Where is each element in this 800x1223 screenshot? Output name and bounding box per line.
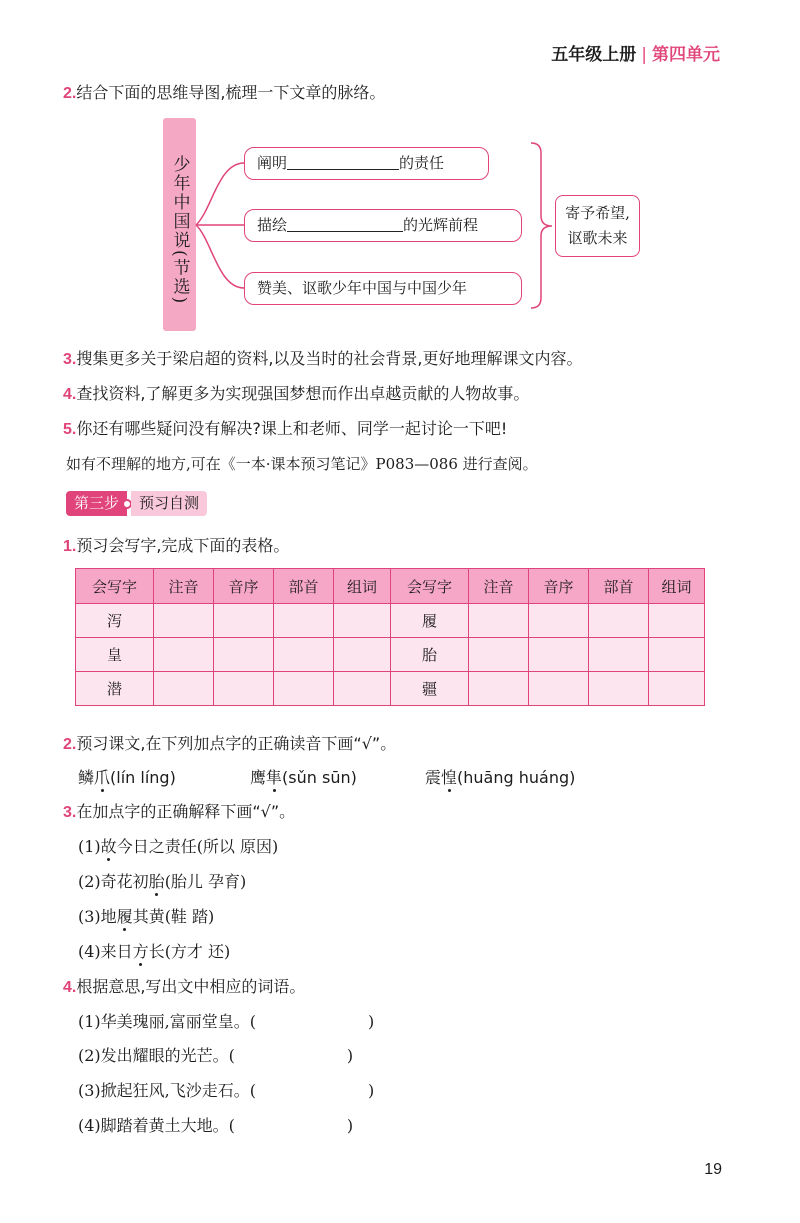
selftest-question-4: 4.根据意思,写出文中相应的词语。 (63, 977, 306, 996)
word-item-1: (1)华美瑰丽,富丽堂皇。( ) (78, 1012, 375, 1031)
selftest-question-2: 2.预习课文,在下列加点字的正确读音下画“√”。 (63, 734, 397, 753)
step-title: 预习自测 (131, 491, 207, 516)
mindmap-title: 少年中国说(节选) (163, 118, 196, 331)
step-label: 第三步 (66, 491, 127, 516)
question-4: 4.查找资料,了解更多为实现强国梦想而作出卓越贡献的人物故事。 (63, 384, 530, 403)
unit-label: 第四单元 (652, 45, 720, 65)
word-item-4: (4)脚踏着黄土大地。( ) (78, 1116, 354, 1135)
meaning-item-2[interactable]: (2)奇花初胎(胎儿 孕育) (78, 872, 247, 891)
answer-cell[interactable] (529, 672, 589, 706)
question-5: 5.你还有哪些疑问没有解决?课上和老师、同学一起讨论一下吧! (63, 419, 508, 438)
reference-note: 如有不理解的地方,可在《一本·课本预习笔记》P083—086 进行查阅。 (66, 455, 538, 473)
mindmap-branch-2: 描绘 的光辉前程 (244, 209, 522, 242)
question-3: 3.搜集更多关于梁启超的资料,以及当时的社会背景,更好地理解课文内容。 (63, 349, 583, 368)
answer-cell[interactable] (154, 638, 214, 672)
answer-cell[interactable] (649, 604, 705, 638)
table-header: 会写字 (391, 569, 469, 604)
selftest-question-3: 3.在加点字的正确解释下画“√”。 (63, 802, 296, 821)
answer-cell[interactable] (649, 638, 705, 672)
answer-blank-1[interactable] (287, 151, 399, 170)
answer-cell[interactable] (214, 638, 274, 672)
mindmap-branch-3: 赞美、讴歌少年中国与中国少年 (244, 272, 522, 305)
character-cell: 疆 (391, 672, 469, 706)
table-header: 组词 (334, 569, 391, 604)
answer-cell[interactable] (214, 672, 274, 706)
character-cell: 履 (391, 604, 469, 638)
table-header: 音序 (214, 569, 274, 604)
answer-cell[interactable] (589, 672, 649, 706)
character-cell: 皇 (76, 638, 154, 672)
word-item-3: (3)掀起狂风,飞沙走石。( ) (78, 1081, 375, 1100)
table-row (76, 672, 705, 706)
answer-cell[interactable] (649, 672, 705, 706)
meaning-item-1[interactable]: (1)故今日之责任(所以 原因) (78, 837, 279, 856)
table-header: 部首 (589, 569, 649, 604)
table-header-row (76, 569, 705, 604)
character-table (75, 568, 705, 706)
meaning-item-3[interactable]: (3)地履其黄(鞋 踏) (78, 907, 215, 926)
character-cell: 胎 (391, 638, 469, 672)
answer-cell[interactable] (214, 604, 274, 638)
mindmap-summary: 寄予希望, 讴歌未来 (555, 195, 640, 257)
pinyin-item-1: 鳞爪(lín líng) (78, 768, 176, 787)
table-header: 注音 (154, 569, 214, 604)
answer-cell[interactable] (154, 672, 214, 706)
answer-cell[interactable] (334, 672, 391, 706)
answer-cell[interactable] (589, 638, 649, 672)
table-header: 会写字 (76, 569, 154, 604)
meaning-item-4[interactable]: (4)来日方长(方才 还) (78, 942, 231, 961)
pinyin-item-2: 鹰隼(sǔn sūn) (250, 768, 357, 787)
selftest-question-1: 1.预习会写字,完成下面的表格。 (63, 536, 290, 555)
header-divider: | (641, 45, 647, 65)
character-cell: 潜 (76, 672, 154, 706)
page-number: 19 (704, 1161, 722, 1178)
answer-cell[interactable] (334, 638, 391, 672)
table-header: 注音 (469, 569, 529, 604)
answer-cell[interactable] (274, 672, 334, 706)
table-row (76, 638, 705, 672)
answer-cell[interactable] (469, 604, 529, 638)
table-header: 组词 (649, 569, 705, 604)
table-header: 部首 (274, 569, 334, 604)
character-cell: 泻 (76, 604, 154, 638)
grade-label: 五年级上册 (551, 45, 637, 65)
answer-cell[interactable] (469, 672, 529, 706)
step-badge (66, 491, 207, 516)
answer-blank-2[interactable] (287, 213, 403, 232)
answer-cell[interactable] (274, 638, 334, 672)
word-item-2: (2)发出耀眼的光芒。( ) (78, 1046, 354, 1065)
mindmap-connectors (0, 0, 800, 400)
answer-cell[interactable] (274, 604, 334, 638)
table-header: 音序 (529, 569, 589, 604)
answer-cell[interactable] (154, 604, 214, 638)
question-2: 2.结合下面的思维导图,梳理一下文章的脉络。 (63, 83, 386, 102)
answer-cell[interactable] (529, 604, 589, 638)
answer-cell[interactable] (334, 604, 391, 638)
table-row (76, 604, 705, 638)
answer-cell[interactable] (469, 638, 529, 672)
pinyin-item-3: 震惶(huāng huáng) (425, 768, 576, 787)
answer-cell[interactable] (529, 638, 589, 672)
mindmap-branch-1: 阐明 的责任 (244, 147, 489, 180)
answer-cell[interactable] (589, 604, 649, 638)
